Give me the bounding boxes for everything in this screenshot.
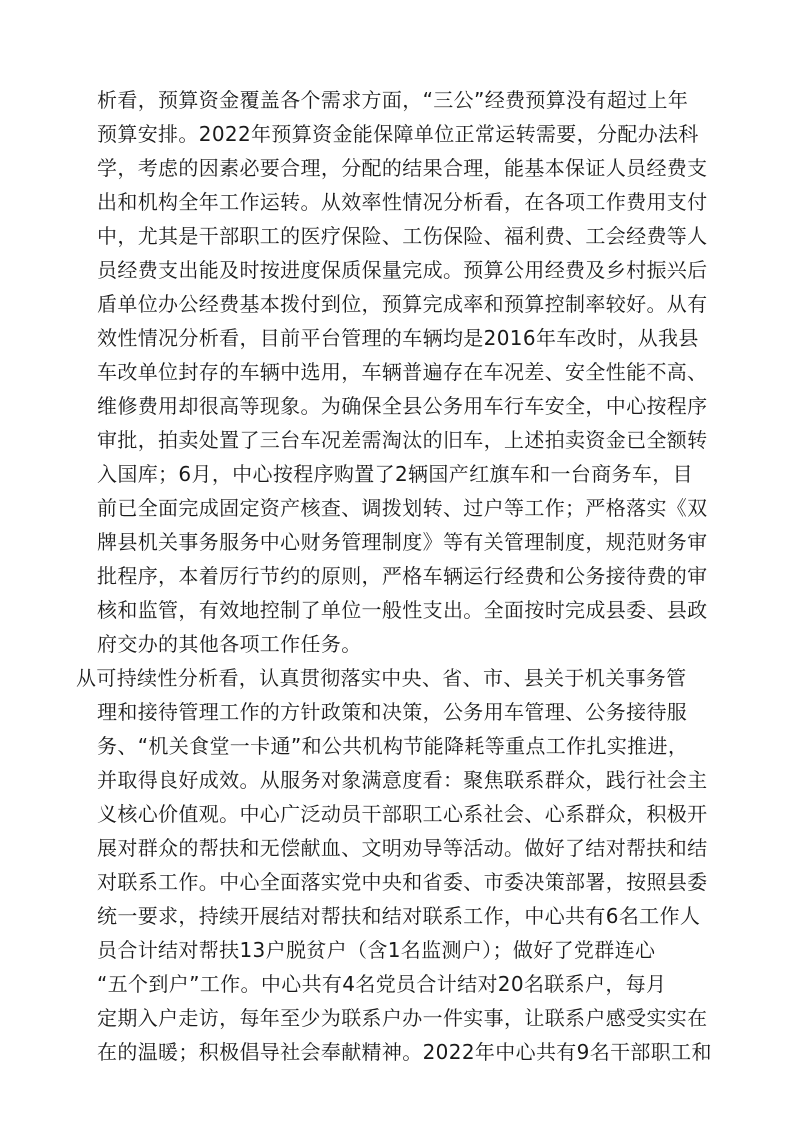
text-line: 前已全面完成固定资产核查、调拨划转、过户等工作；严格落实《双: [97, 496, 708, 520]
text-line: 预算安排。2022年预算资金能保障单位正常运转需要，分配办法科: [97, 122, 699, 146]
text-line: 核和监管，有效地控制了单位一般性支出。全面按时完成县委、县政: [97, 598, 708, 622]
text-line: 展对群众的帮扶和无偿献血、文明劝导等活动。做好了结对帮扶和结: [97, 836, 708, 860]
text-line: 维修费用却很高等现象。为确保全县公务用车行车安全，中心按程序: [97, 394, 708, 418]
text-line: 盾单位办公经费基本拨付到位，预算完成率和预算控制率较好。从有: [97, 292, 708, 316]
text-line: 学，考虑的因素必要合理，分配的结果合理，能基本保证人员经费支: [97, 156, 708, 180]
text-line: 析看，预算资金覆盖各个需求方面，“三公”经费预算没有超过上年: [97, 88, 689, 112]
text-line: 牌县机关事务服务中心财务管理制度》等有关管理制度，规范财务审: [97, 530, 708, 554]
text-line: 理和接待管理工作的方针政策和决策，公务用车管理、公务接待服: [97, 700, 688, 724]
text-line: 义核心价值观。中心广泛动员干部职工心系社会、心系群众，积极开: [97, 802, 708, 826]
text-line: 中，尤其是干部职工的医疗保险、工伤保险、福利费、工会经费等人: [97, 224, 708, 248]
text-line: 入国库；6月，中心按程序购置了2辆国产红旗车和一台商务车，目: [97, 462, 693, 486]
text-line: 员经费支出能及时按进度保质保量完成。预算公用经费及乡村振兴后: [97, 258, 708, 282]
text-line: 批程序，本着厉行节约的原则，严格车辆运行经费和公务接待费的审: [97, 564, 708, 588]
text-line: 定期入户走访，每年至少为联系户办一件实事，让联系户感受实实在: [97, 1006, 708, 1030]
text-line: 效性情况分析看，目前平台管理的车辆均是2016年车改时，从我县: [97, 326, 699, 350]
text-line: 务、“机关食堂一卡通”和公共机构节能降耗等重点工作扎实推进，: [97, 734, 689, 758]
text-line: 并取得良好成效。从服务对象满意度看：聚焦联系群众，践行社会主: [97, 768, 708, 792]
text-line: 府交办的其他各项工作任务。: [97, 632, 362, 656]
text-line: 统一要求，持续开展结对帮扶和结对联系工作，中心共有6名工作人: [97, 904, 701, 928]
text-line: 员合计结对帮扶13户脱贫户（含1名监测户）；做好了党群连心: [97, 938, 656, 962]
paragraph-start-line: 从可持续性分析看，认真贯彻落实中央、省、市、县关于机关事务管: [76, 666, 687, 690]
text-line: 对联系工作。中心全面落实党中央和省委、市委决策部署，按照县委: [97, 870, 708, 894]
text-line: 审批，拍卖处置了三台车况差需淘汰的旧车，上述拍卖资金已全额转: [97, 428, 708, 452]
text-line: 在的温暖；积极倡导社会奉献精神。2022年中心共有9名干部职工和: [97, 1040, 712, 1064]
text-line: 车改单位封存的车辆中选用，车辆普遍存在车况差、安全性能不高、: [97, 360, 708, 384]
text-line: 出和机构全年工作运转。从效率性情况分析看，在各项工作费用支付: [97, 190, 708, 214]
text-line: “五个到户”工作。中心共有4名党员合计结对20名联系户，每月: [97, 972, 667, 996]
